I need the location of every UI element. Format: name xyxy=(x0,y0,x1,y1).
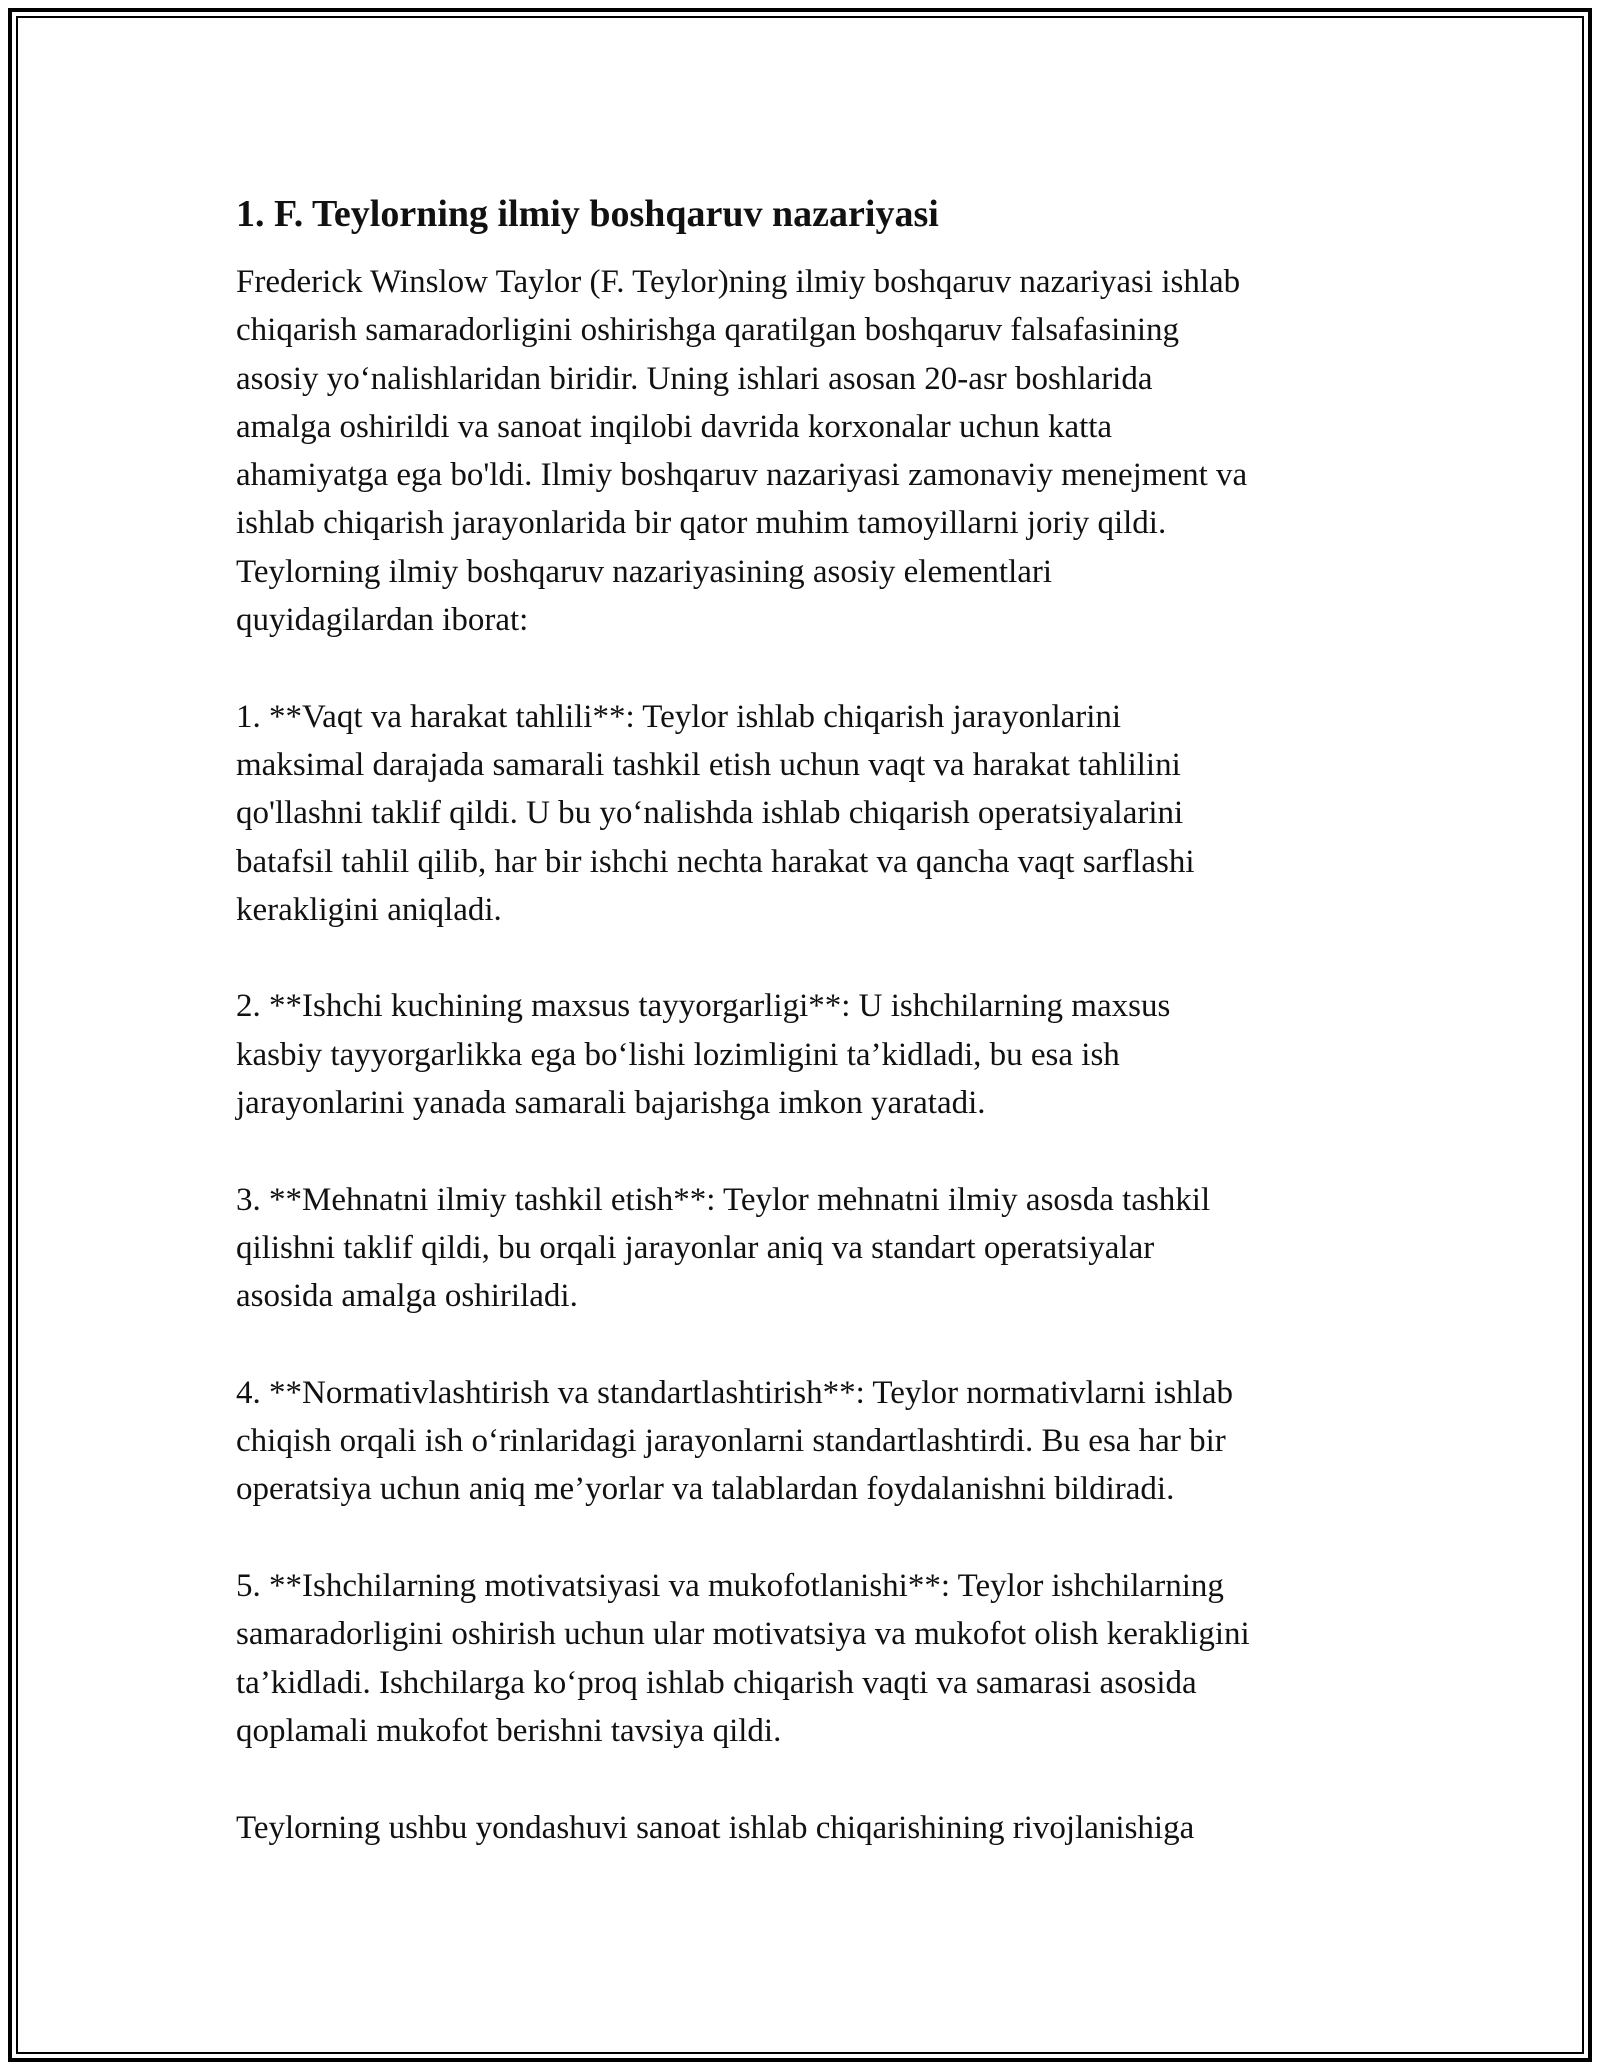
text-line: amalga oshirildi va sanoat inqilobi davrida korxonalar uchun katta xyxy=(236,408,1113,445)
document-title: 1. F. Teylorning ilmiy boshqaruv nazariyasi xyxy=(236,193,939,235)
document-body xyxy=(236,188,1376,1900)
text-line: batafsil tahlil qilib, har bir ishchi nechta harakat va qancha vaqt sarflashi xyxy=(236,843,1195,880)
text-line: Frederick Winslow Taylor (F. Teylor)ning ilmiy boshqaruv nazariyasi ishlab xyxy=(236,264,1241,300)
text-line: qo'llashni taklif qildi. U bu yo‘nalishda ishlab chiqarish operatsiyalarini xyxy=(236,795,1184,832)
text-line: Teylorning ilmiy boshqaruv nazariyasining asosiy elementlari xyxy=(236,553,1053,590)
text-line: maksimal darajada samarali tashkil etish uchun vaqt va harakat tahlilini xyxy=(236,746,1181,783)
text-line: 4. **Normativlashtirish va standartlashtirish**: Teylor normativlarni ishlab xyxy=(236,1374,1233,1411)
list-item-3 xyxy=(236,1176,1376,1321)
text-line: 3. **Mehnatni ilmiy tashkil etish**: Teylor mehnatni ilmiy asosda tashkil xyxy=(236,1181,1211,1218)
text-line: chiqarish samaradorligini oshirishga qaratilgan boshqaruv falsafasining xyxy=(236,312,1179,349)
text-line: ishlab chiqarish jarayonlarida bir qator muhim tamoyillarni joriy qildi. xyxy=(236,505,1167,542)
text-line: samaradorligini oshirish uchun ular motivatsiya va mukofot olish kerakligini xyxy=(236,1616,1250,1653)
text-line: qilishni taklif qildi, bu orqali jarayonlar aniq va standart operatsiyalar xyxy=(236,1229,1155,1266)
text-line: chiqish orqali ish o‘rinlaridagi jarayonlarni standartlashtirdi. Bu esa har bir xyxy=(236,1423,1226,1460)
text-line: ta’kidladi. Ishchilarga ko‘proq ishlab chiqarish vaqti va samarasi asosida xyxy=(236,1664,1197,1701)
text-line: 1. **Vaqt va harakat tahlili**: Teylor ishlab chiqarish jarayonlarini xyxy=(236,698,1122,735)
list-item-4 xyxy=(236,1369,1376,1514)
text-line: 5. **Ishchilarning motivatsiyasi va mukofotlanishi**: Teylor ishchilarning xyxy=(236,1568,1224,1605)
text-line: asosida amalga oshiriladi. xyxy=(236,1278,578,1315)
list-item-2 xyxy=(236,982,1376,1127)
text-line: qoplamali mukofot berishni tavsiya qildi. xyxy=(236,1712,782,1749)
text-line: quyidagilardan iborat: xyxy=(236,602,529,639)
paragraph-conclusion xyxy=(236,1804,1376,1852)
text-line: asosiy yo‘nalishlaridan biridir. Uning ishlari asosan 20-asr boshlarida xyxy=(236,360,1153,397)
list-item-1 xyxy=(236,693,1376,934)
paragraph-intro xyxy=(236,258,1376,644)
text-line: jarayonlarini yanada samarali bajarishga imkon yaratadi. xyxy=(236,1085,986,1122)
text-line: kerakligini aniqladi. xyxy=(236,891,502,928)
text-line: operatsiya uchun aniq me’yorlar va talablardan foydalanishni bildiradi. xyxy=(236,1471,1175,1508)
text-line: 2. **Ishchi kuchining maxsus tayyorgarligi**: U ishchilarning maxsus xyxy=(236,988,1171,1025)
list-item-5 xyxy=(236,1562,1376,1755)
text-line: kasbiy tayyorgarlikka ega bo‘lishi lozimligini ta’kidladi, bu esa ish xyxy=(236,1036,1120,1073)
text-line: Teylorning ushbu yondashuvi sanoat ishlab chiqarishining rivojlanishiga xyxy=(236,1809,1195,1846)
text-line: ahamiyatga ega bo'ldi. Ilmiy boshqaruv nazariyasi zamonaviy menejment va xyxy=(236,457,1248,494)
